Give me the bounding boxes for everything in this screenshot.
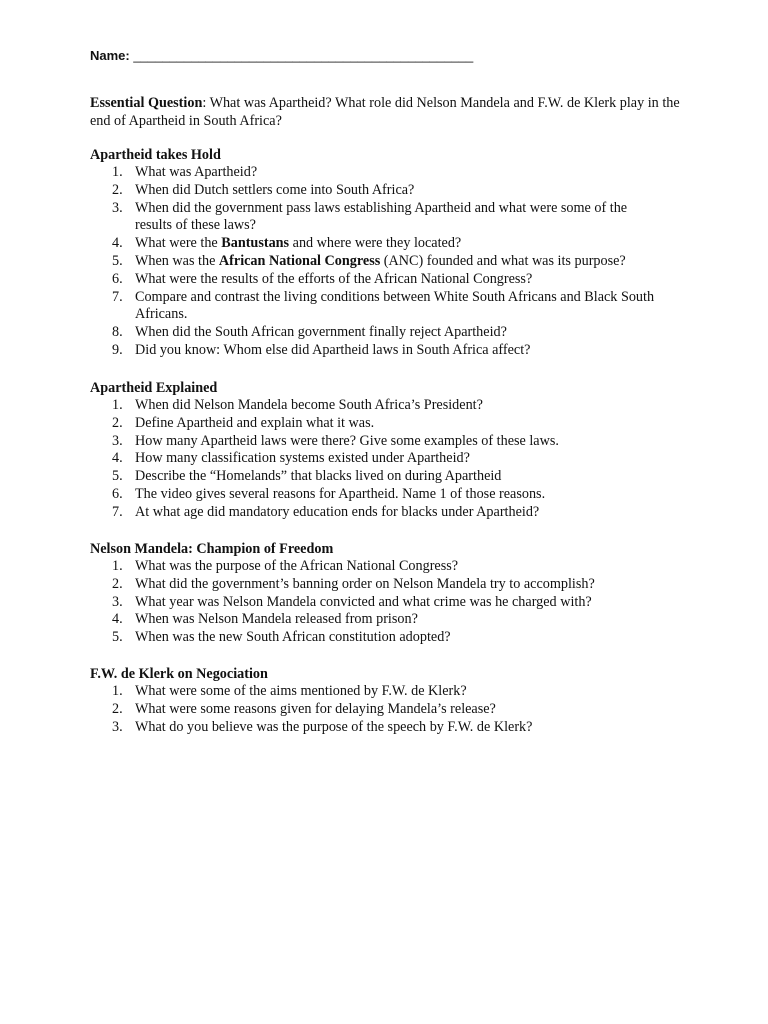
question-item (90, 164, 665, 182)
question-number: 4. (112, 235, 123, 252)
question-text: When was the new South African constitution adopted? (135, 629, 451, 646)
question-item (90, 289, 665, 325)
section-de-klerk-negociation (90, 665, 690, 736)
question-item (90, 468, 665, 486)
question-text: (ANC) founded and what was its purpose? (380, 252, 626, 269)
question-item (90, 200, 665, 236)
question-number: 2. (112, 414, 123, 431)
section-nelson-mandela (90, 540, 690, 647)
question-text: What did the government’s banning order on Nelson Mandela try to accomplish? (135, 575, 595, 592)
question-list (90, 558, 690, 647)
question-text: When was Nelson Mandela released from prison? (135, 611, 418, 628)
question-item (90, 342, 665, 360)
question-number: 7. (112, 503, 123, 520)
question-text: The video gives several reasons for Apartheid. Name 1 of those reasons. (135, 485, 546, 502)
question-term: African National Congress (218, 252, 381, 269)
question-text: When did Dutch settlers come into South Africa? (135, 181, 415, 198)
section-apartheid-takes-hold (90, 146, 690, 360)
question-item (90, 719, 665, 737)
question-item (90, 253, 665, 271)
question-text: What was Apartheid? (135, 164, 258, 180)
question-text: What were the results of the efforts of the African National Congress? (135, 270, 533, 287)
question-number: 7. (112, 288, 123, 305)
question-number: 4. (112, 450, 123, 467)
question-text: and where were they located? (289, 235, 462, 252)
question-number: 8. (112, 324, 123, 341)
question-text: What was the purpose of the African National Congress? (135, 558, 459, 574)
essential-question-text: : What was Apartheid? What role did Nelson Mandela and F.W. de Klerk play in the end of Apartheid in South Africa? (90, 95, 680, 129)
question-item (90, 450, 665, 468)
question-item (90, 415, 665, 433)
question-number: 6. (112, 485, 123, 502)
question-text: What were the (135, 235, 222, 252)
question-item (90, 271, 665, 289)
question-list (90, 397, 690, 522)
question-text: What year was Nelson Mandela convicted and what crime was he charged with? (135, 593, 592, 610)
question-text: What do you believe was the purpose of the speech by F.W. de Klerk? (135, 718, 533, 735)
question-text: When did the South African government finally reject Apartheid? (135, 324, 507, 341)
question-item (90, 324, 665, 342)
question-number: 9. (112, 341, 123, 358)
question-text: Compare and contrast the living conditions between White South Africans and Black South Africans. (135, 288, 655, 323)
essential-question (90, 94, 680, 130)
name-label: Name: (90, 48, 130, 63)
question-text: What were some reasons given for delaying Mandela’s release? (135, 700, 496, 717)
question-item (90, 558, 665, 576)
section-apartheid-explained (90, 379, 690, 522)
question-text: When did Nelson Mandela become South Africa’s President? (135, 397, 483, 413)
question-item (90, 576, 665, 594)
question-text: How many classification systems existed under Apartheid? (135, 450, 470, 467)
question-item (90, 486, 665, 504)
section-heading: Nelson Mandela: Champion of Freedom (90, 541, 334, 557)
name-line (90, 47, 473, 65)
question-number: 1. (112, 164, 123, 180)
question-number: 5. (112, 252, 123, 269)
question-number: 5. (112, 468, 123, 485)
question-number: 2. (112, 575, 123, 592)
question-item (90, 397, 665, 415)
question-number: 3. (112, 432, 123, 449)
question-number: 1. (112, 683, 123, 699)
question-number: 6. (112, 270, 123, 287)
question-item (90, 433, 665, 451)
question-number: 1. (112, 397, 123, 413)
question-list (90, 164, 690, 360)
section-heading: F.W. de Klerk on Negociation (90, 666, 268, 682)
question-item (90, 611, 665, 629)
name-blank[interactable]: _______________________________________________ (133, 48, 474, 63)
question-number: 1. (112, 558, 123, 574)
question-number: 3. (112, 718, 123, 735)
question-item (90, 701, 665, 719)
question-text: At what age did mandatory education ends for blacks under Apartheid? (135, 503, 540, 520)
question-text: Define Apartheid and explain what it was. (135, 414, 375, 431)
question-item (90, 594, 665, 612)
question-number: 2. (112, 700, 123, 717)
question-text: What were some of the aims mentioned by F.W. de Klerk? (135, 683, 467, 699)
section-heading: Apartheid Explained (90, 380, 218, 396)
question-number: 2. (112, 181, 123, 198)
question-item (90, 683, 665, 701)
question-item (90, 629, 665, 647)
question-text: Did you know: Whom else did Apartheid laws in South Africa affect? (135, 341, 531, 358)
question-item (90, 182, 665, 200)
question-text: Describe the “Homelands” that blacks lived on during Apartheid (135, 468, 502, 485)
question-item (90, 235, 665, 253)
question-item (90, 504, 665, 522)
section-heading: Apartheid takes Hold (90, 147, 221, 163)
essential-question-label: Essential Question (90, 95, 203, 111)
question-list (90, 683, 690, 736)
question-text: How many Apartheid laws were there? Give some examples of these laws. (135, 432, 559, 449)
question-text: When was the (135, 252, 219, 269)
question-number: 5. (112, 629, 123, 646)
question-number: 3. (112, 593, 123, 610)
question-number: 3. (112, 199, 123, 216)
question-term: Bantustans (221, 235, 290, 252)
question-number: 4. (112, 611, 123, 628)
question-text: When did the government pass laws establishing Apartheid and what were some of the results of these laws? (135, 199, 628, 234)
